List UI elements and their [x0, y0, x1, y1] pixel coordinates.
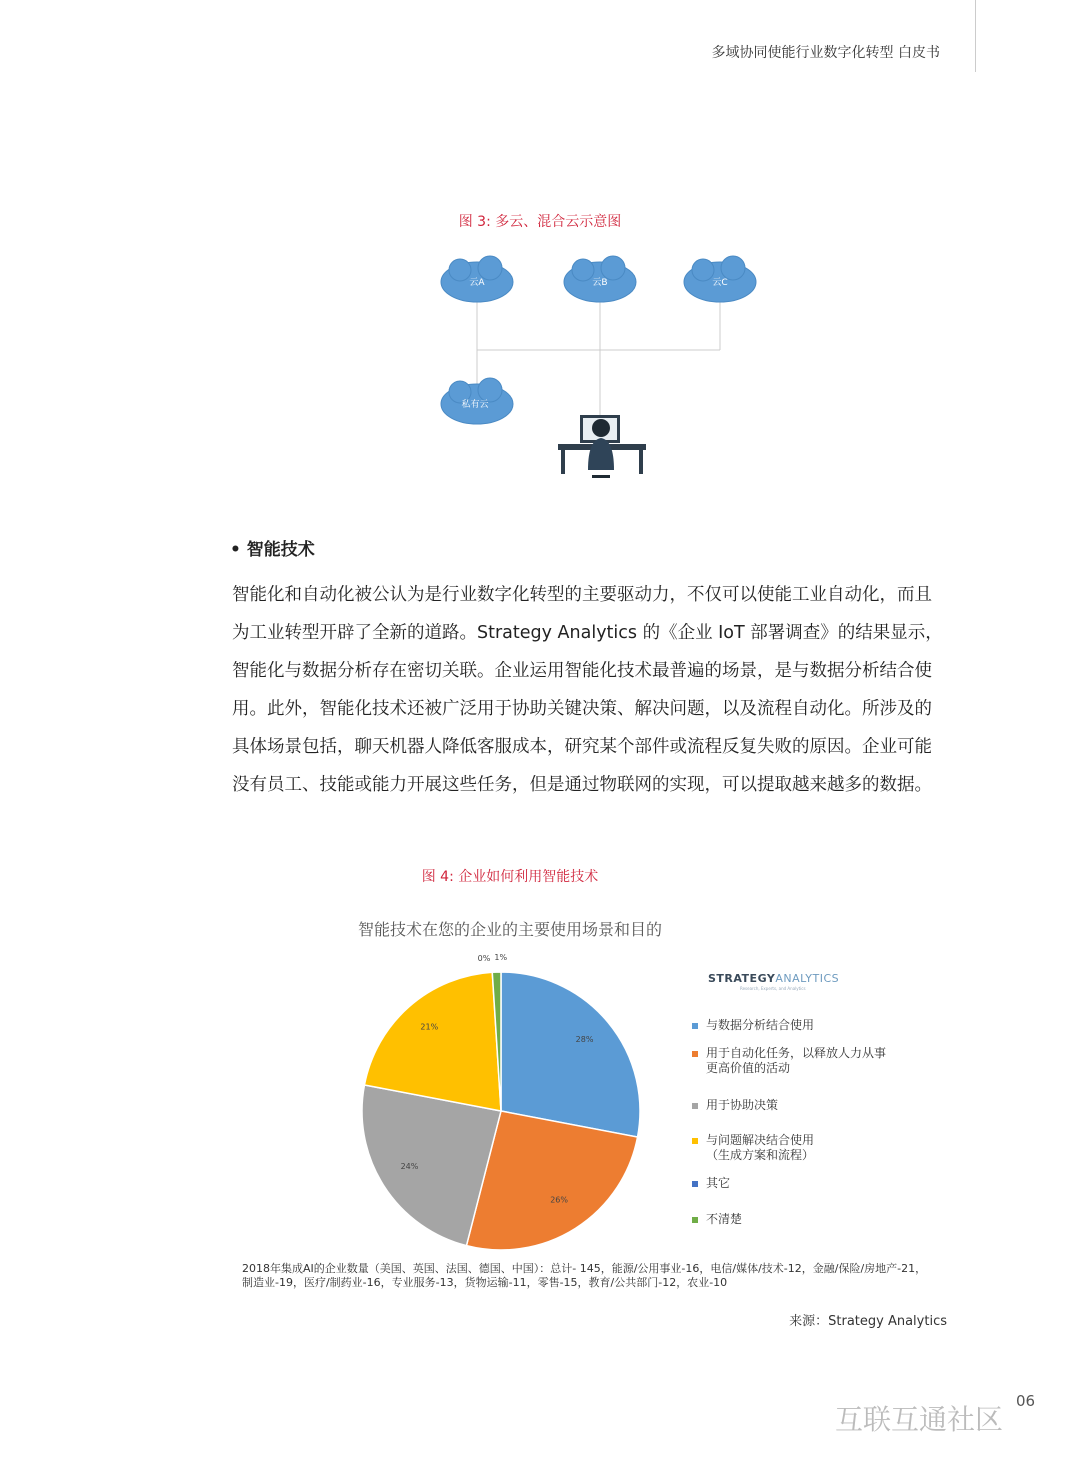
legend-swatch: [692, 1138, 698, 1144]
header-divider: [975, 0, 976, 72]
chart-title: 智能技术在您的企业的主要使用场景和目的: [357, 920, 662, 939]
legend-label: 更高价值的活动: [706, 1061, 791, 1075]
legend-item: [692, 1133, 912, 1163]
multicloud-diagram: [420, 240, 780, 490]
cloud-c-label: 云C: [712, 278, 728, 288]
legend-item: [692, 1098, 912, 1113]
paragraph-line: 为工业转型开辟了全新的道路。Strategy Analytics 的《企业 IoT 部署调查》的结果显示，: [232, 623, 943, 643]
user-workstation-icon: [558, 415, 646, 478]
body-paragraph: [232, 576, 982, 804]
legend-label: 用于自动化任务，以释放人力从事: [706, 1046, 887, 1060]
pie-data-label: 1%: [494, 953, 508, 963]
pie-data-label: 0%: [477, 953, 491, 963]
figure3-caption: 图 3: 多云、混合云示意图: [458, 214, 622, 230]
legend-swatch: [692, 1051, 698, 1057]
paragraph-line: 智能化和自动化被公认为是行业数字化转型的主要驱动力，不仅可以使能工业自动化，而且: [232, 585, 932, 605]
logo-tagline: Research, Experts, and Analytics: [740, 986, 806, 991]
footnote-line: 2018年集成AI的企业数量（美国、英国、法国、德国、中国）：总计- 145，能源/公用事业-16，电信/媒体/技术-12，金融/保险/房地产-21，: [242, 1262, 927, 1275]
legend-label: 不清楚: [706, 1212, 743, 1226]
legend-swatch: [692, 1217, 698, 1223]
pie-chart: [350, 950, 660, 1260]
legend-swatch: [692, 1181, 698, 1187]
strategy-analytics-logo: STRATEGYANALYTICS: [708, 972, 840, 985]
cloud-b-label: 云B: [592, 278, 608, 288]
paragraph-line: 智能化与数据分析存在密切关联。企业运用智能化技术最普遍的场景，是与数据分析结合使: [232, 661, 932, 681]
legend-label: 与数据分析结合使用: [706, 1018, 815, 1032]
source-credit: 来源：Strategy Analytics: [789, 1314, 947, 1329]
bullet: •: [230, 540, 241, 560]
page-number: 06: [1016, 1392, 1036, 1410]
paragraph-line: 没有员工、技能或能力开展这些任务，但是通过物联网的实现，可以提取越来越多的数据。: [232, 775, 932, 795]
section-title: 智能技术: [246, 540, 315, 560]
header-title: 多域协同使能行业数字化转型 白皮书: [711, 45, 940, 61]
legend-label: 其它: [706, 1176, 731, 1190]
legend-item: [692, 1046, 912, 1076]
legend-label: 与问题解决结合使用: [706, 1133, 815, 1147]
section-heading: [230, 535, 315, 560]
cloud-a-label: 云A: [469, 278, 485, 288]
legend-item: [692, 1212, 912, 1227]
legend-swatch: [692, 1023, 698, 1029]
figure4-caption: 图 4: 企业如何利用智能技术: [421, 869, 599, 885]
paragraph-line: 具体场景包括，聊天机器人降低客服成本，研究某个部件或流程反复失败的原因。企业可能: [232, 737, 932, 757]
legend-item: [692, 1176, 912, 1191]
legend-label: 用于协助决策: [706, 1098, 779, 1112]
watermark: 互联互通社区: [835, 1403, 1004, 1436]
paragraph-line: 用。此外，智能化技术还被广泛用于协助关键决策、解决问题，以及流程自动化。所涉及的: [232, 699, 932, 719]
pie-data-label: 21%: [420, 1022, 439, 1032]
pie-data-label: 26%: [550, 1195, 568, 1205]
pie-slice: [501, 972, 640, 1137]
footnote-line: 制造业-19，医疗/制药业-16，专业服务-13，货物运输-11，零售-15，教育/公共部门-12，农业-10: [242, 1276, 728, 1289]
legend-label: （生成方案和流程）: [706, 1148, 815, 1162]
pie-data-label: 24%: [400, 1162, 419, 1172]
chart-footnote: [242, 1262, 926, 1290]
pie-data-label: 28%: [575, 1034, 594, 1044]
legend-item: [692, 1018, 912, 1033]
legend-swatch: [692, 1103, 698, 1109]
private-cloud-label: 私有云: [461, 400, 489, 410]
